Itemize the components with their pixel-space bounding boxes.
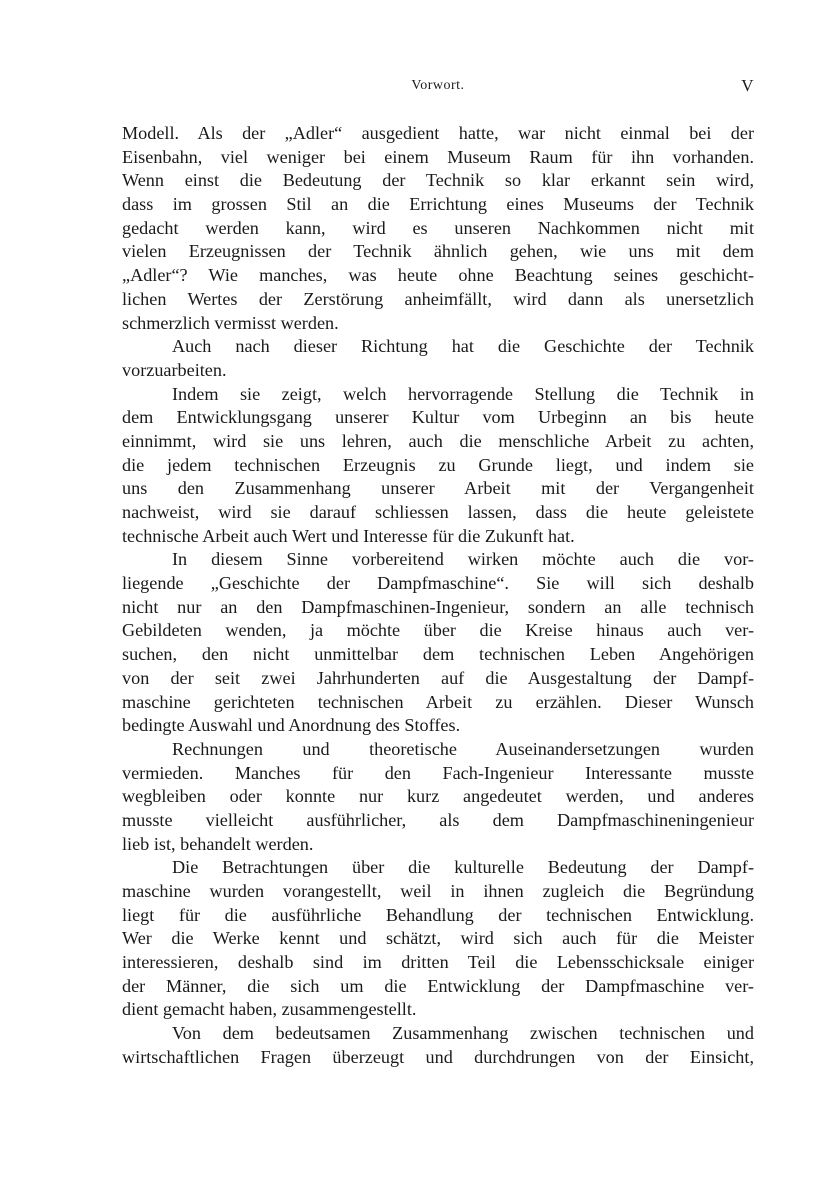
text-line: liegt für die ausführliche Behandlung der technischen Entwicklung.	[122, 904, 754, 925]
text-line: Modell. Als der „Adler“ ausgedient hatte, war nicht einmal bei der	[122, 123, 754, 143]
text-line: Wer die Werke kennt und schätzt, wird sich auch für die Meister	[122, 928, 754, 949]
text-line: von der seit zwei Jahrhunderten auf die Ausgestaltung der Dampf-	[122, 667, 754, 688]
text-line: musste vielleicht ausführlicher, als dem Dampfmaschineningenieur	[122, 809, 754, 830]
text-line: technische Arbeit auch Wert und Interesse für die Zukunft hat.	[122, 525, 575, 546]
text-line: vielen Erzeugnissen der Technik ähnlich gehen, wie uns mit dem	[122, 241, 754, 262]
text-line: Wenn einst die Bedeutung der Technik so klar erkannt sein wird,	[122, 170, 754, 191]
text-line: gedacht werden kann, wird es unseren Nachkommen nicht mit	[122, 217, 754, 238]
text-line: Gebildeten wenden, ja möchte über die Kreise hinaus auch ver-	[122, 620, 754, 641]
text-line: bedingte Auswahl und Anordnung des Stoffes.	[122, 715, 461, 736]
text-line: lichen Wertes der Zerstörung anheimfällt, wird dann als unersetzlich	[122, 288, 754, 309]
text-line: dem Entwicklungsgang unserer Kultur vom Urbeginn an bis heute	[122, 407, 754, 428]
text-line: Eisenbahn, viel weniger bei einem Museum Raum für ihn vorhanden.	[122, 146, 754, 167]
running-head	[122, 76, 754, 100]
text-line: liegende „Geschichte der Dampfmaschine“. Sie will sich deshalb	[122, 573, 754, 594]
paragraph-start-line: Rechnungen und theoretische Auseinandersetzungen wurden	[172, 738, 754, 759]
text-line: lieb ist, behandelt werden.	[122, 833, 314, 854]
text-line: maschine gerichteten technischen Arbeit zu erzählen. Dieser Wunsch	[122, 691, 754, 712]
text-line: die jedem technischen Erzeugnis zu Grunde liegt, und indem sie	[122, 454, 754, 475]
text-line: suchen, den nicht unmittelbar dem technischen Leben Angehörigen	[122, 644, 754, 665]
text-line: interessieren, deshalb sind im dritten Teil die Lebensschicksale einiger	[122, 952, 754, 973]
text-line: dass im grossen Stil an die Errichtung eines Museums der Technik	[122, 194, 754, 215]
text-line: wegbleiben oder konnte nur kurz angedeutet werden, und anderes	[122, 786, 754, 807]
body-text	[122, 122, 754, 1070]
text-line: uns den Zusammenhang unserer Arbeit mit der Vergangenheit	[122, 478, 754, 499]
page-number: V	[741, 76, 754, 95]
text-line: vorzuarbeiten.	[122, 359, 227, 380]
text-line: wirtschaftlichen Fragen überzeugt und durchdrungen von der Einsicht,	[122, 1046, 754, 1067]
text-line: schmerzlich vermisst werden.	[122, 312, 339, 333]
text-line: der Männer, die sich um die Entwicklung der Dampfmaschine ver-	[122, 975, 754, 996]
text-line: nachweist, wird sie darauf schliessen lassen, dass die heute geleistete	[122, 502, 754, 522]
text-line: nicht nur an den Dampfmaschinen-Ingenieur, sondern an alle technisch	[122, 596, 754, 617]
paragraph-start-line: Die Betrachtungen über die kulturelle Bedeutung der Dampf-	[172, 857, 754, 878]
text-line: maschine wurden vorangestellt, weil in ihnen zugleich die Begründung	[122, 881, 754, 901]
text-line: vermieden. Manches für den Fach-Ingenieur Interessante musste	[122, 762, 754, 783]
paragraph-start-line: Indem sie zeigt, welch hervorragende Stellung die Technik in	[172, 383, 754, 404]
text-line: „Adler“? Wie manches, was heute ohne Beachtung seines geschicht-	[122, 265, 754, 286]
paragraph-start-line: Auch nach dieser Richtung hat die Geschichte der Technik	[172, 336, 754, 357]
text-line: einnimmt, wird sie uns lehren, auch die menschliche Arbeit zu achten,	[122, 430, 754, 451]
running-title: Vorwort.	[411, 78, 465, 93]
paragraph-start-line: In diesem Sinne vorbereitend wirken möchte auch die vor-	[172, 549, 754, 570]
paragraph-start-line: Von dem bedeutsamen Zusammenhang zwischen technischen und	[172, 1023, 754, 1044]
text-line: dient gemacht haben, zusammengestellt.	[122, 999, 417, 1020]
